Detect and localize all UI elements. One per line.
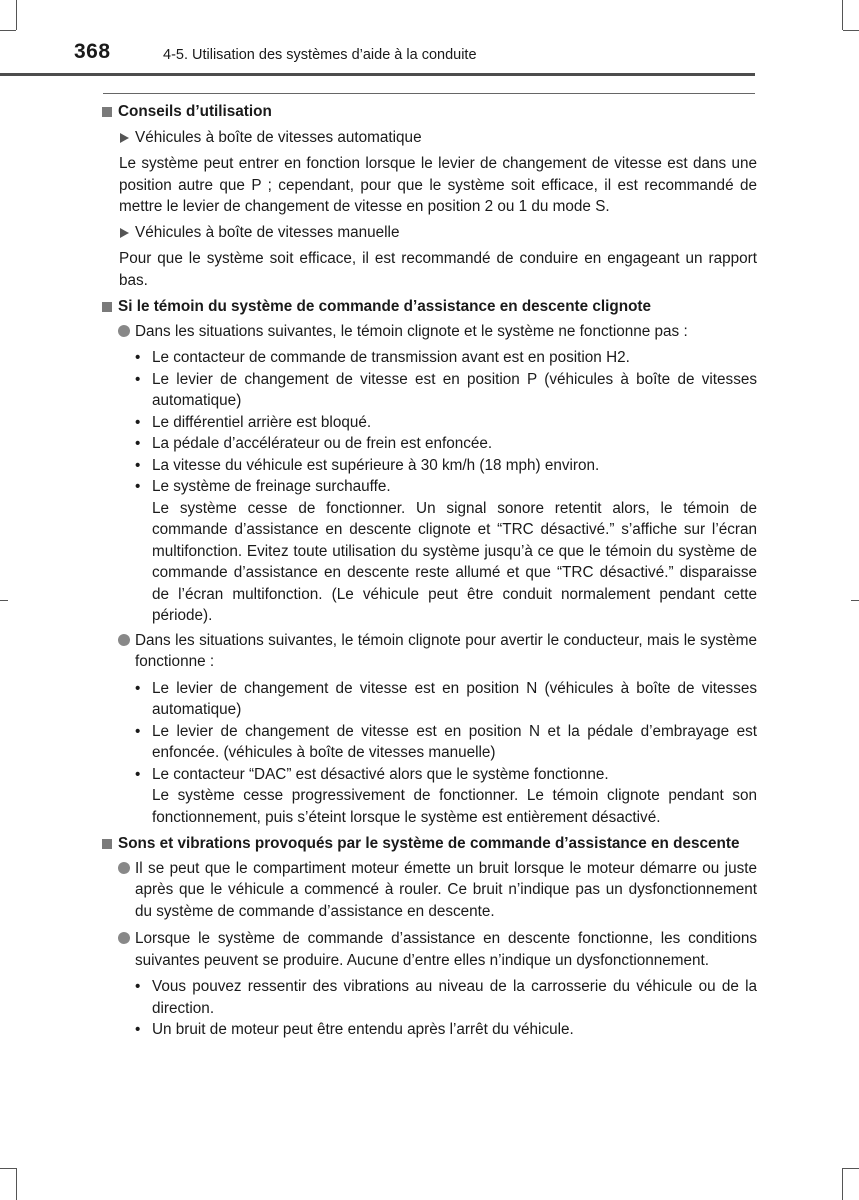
square-bullet-icon — [102, 839, 112, 849]
crop-mark — [0, 600, 8, 601]
bullet-item: • Le levier de changement de vitesse est en position N et la pédale d’embrayage est enfoncée. (véhicules à boîte de vitesses manuelle) — [135, 722, 757, 761]
bullet-item: • Le contacteur “DAC” est désactivé alors que le système fonctionne. Le système cesse progressivement de fonctionner. Le témoin clignote pendant son fonctionnement, puis s’éteint lorsque le système est entièrement désactivé. — [135, 764, 757, 829]
circle-bullet-icon — [118, 325, 130, 337]
bullet-list — [135, 976, 757, 1041]
circle-bullet-icon — [118, 634, 130, 646]
list-item: Il se peut que le compartiment moteur émette un bruit lorsque le moteur démarre ou juste après que le véhicule a commencé à rouler. Ce bruit n’indique pas un dysfonctionnement du système de commande d’assistance en descente. — [118, 858, 757, 923]
circle-bullet-icon — [118, 862, 130, 874]
crop-mark — [0, 30, 16, 31]
circle-bullet-icon — [118, 932, 130, 944]
section-heading: Sons et vibrations provoqués par le système de commande d’assistance en descente — [100, 833, 757, 855]
chapter-title: 4-5. Utilisation des systèmes d’aide à la conduite — [163, 47, 477, 63]
square-bullet-icon — [102, 107, 112, 117]
subsection-label: Véhicules à boîte de vitesses manuelle — [119, 222, 757, 244]
bullet-item: • Le contacteur de commande de transmission avant est en position H2. — [135, 349, 630, 366]
section-heading: Conseils d’utilisation — [100, 101, 757, 123]
page-header — [0, 36, 755, 76]
crop-mark — [843, 30, 859, 31]
bullet-item: • Le levier de changement de vitesse est en position N (véhicules à boîte de vitesses automatique) — [135, 679, 757, 718]
crop-mark — [843, 1168, 859, 1169]
crop-mark — [842, 1168, 843, 1200]
header-divider — [103, 93, 755, 94]
page-content — [100, 101, 757, 1041]
crop-mark — [0, 1168, 16, 1169]
list-item: Dans les situations suivantes, le témoin clignote pour avertir le conducteur, mais le système fonctionne : — [118, 630, 757, 673]
header-rule — [0, 73, 755, 76]
crop-mark — [851, 600, 859, 601]
triangle-bullet-icon — [120, 133, 129, 143]
bullet-item: • Vous pouvez ressentir des vibrations au niveau de la carrosserie du véhicule ou de la direction. — [135, 978, 757, 1017]
list-item: Dans les situations suivantes, le témoin clignote et le système ne fonctionne pas : — [118, 321, 757, 343]
page-number: 368 — [74, 40, 111, 63]
bullet-item: • Le système de freinage surchauffe. Le système cesse de fonctionner. Un signal sonore retentit alors, le témoin de commande d’assistance en descente clignote et “TRC désactivé.” s’affiche sur l’écran multifonction. Evitez toute utilisation du système jusqu’à ce que le témoin du système de commande d’assistance en descente reste allumé et que “TRC désactivé.” disparaisse de l’écran multifonction. (Le véhicule peut être conduit normalement pendant cette période). — [135, 476, 757, 627]
bullet-item: • La pédale d’accélérateur ou de frein est enfoncée. — [135, 435, 493, 452]
crop-mark — [842, 0, 843, 30]
crop-mark — [16, 0, 17, 30]
square-bullet-icon — [102, 302, 112, 312]
list-item: Lorsque le système de commande d’assistance en descente fonctionne, les conditions suivantes peuvent se produire. Aucune d’entre elles n’indique un dysfonctionnement. — [118, 928, 757, 971]
paragraph: Le système peut entrer en fonction lorsque le levier de changement de vitesse est dans une position autre que P ; cependant, pour que le système soit efficace, il est recommandé de mettre le levier de changement de vitesse en position 2 ou 1 du mode S. — [119, 155, 757, 215]
bullet-item: • Le levier de changement de vitesse est en position P (véhicules à boîte de vitesses automatique) — [135, 370, 757, 409]
paragraph: Pour que le système soit efficace, il est recommandé de conduire en engageant un rapport bas. — [119, 250, 757, 289]
bullet-item: • Un bruit de moteur peut être entendu après l’arrêt du véhicule. — [135, 1021, 574, 1038]
note-text: Le système cesse de fonctionner. Un signal sonore retentit alors, le témoin de commande d’assistance en descente clignote et “TRC désactivé.” s’affiche sur l’écran multifonction. Evitez toute utilisation du système jusqu’à ce que le témoin du système de commande d’assistance en descente reste allumé et que “TRC désactivé.” disparaisse de l’écran multifonction. (Le véhicule peut être conduit normalement pendant cette période). — [152, 499, 757, 624]
crop-mark — [16, 1168, 17, 1200]
bullet-list — [135, 347, 757, 627]
bullet-item: • Le différentiel arrière est bloqué. — [135, 413, 372, 431]
note-text: Le système cesse progressivement de fonctionner. Le témoin clignote pendant son fonctionnement, puis s’éteint lorsque le système est entièrement désactivé. — [152, 787, 757, 826]
section-heading: Si le témoin du système de commande d’assistance en descente clignote — [100, 296, 757, 318]
triangle-bullet-icon — [120, 228, 129, 238]
bullet-item: • La vitesse du véhicule est supérieure à 30 km/h (18 mph) environ. — [135, 456, 600, 474]
bullet-list — [135, 678, 757, 829]
subsection-label: Véhicules à boîte de vitesses automatique — [119, 127, 757, 149]
